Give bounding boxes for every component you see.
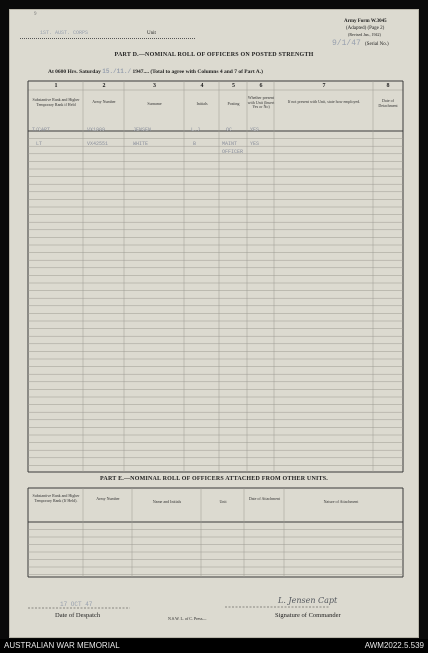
unit-label: Unit — [147, 31, 156, 36]
col-header-initials: Initials — [196, 101, 208, 106]
row-1-present: YES — [250, 127, 260, 133]
row-1-posting: OC — [226, 127, 233, 133]
pe-header-name: Name and Initials — [152, 499, 182, 504]
pe-header-rank: Substantive Rank and Higher Temporary Rank (If Held). — [32, 493, 80, 503]
serial-label: (Serial No.) — [365, 42, 389, 47]
printer-note: N.S.W. L. of C. Press— — [168, 616, 207, 621]
pe-header-unit: Unit — [219, 499, 227, 504]
despatch-label: Date of Despatch — [55, 612, 101, 619]
total-note: (Total to agree with Columns 4 and 7 of Part A.) — [150, 69, 263, 75]
army-form-adapted: (Adapted) (Page 2) — [346, 26, 385, 31]
unit-value: 1ST. AUST. CORPS — [40, 30, 89, 36]
col-number-1: 1 — [54, 83, 58, 89]
row-2-surname: WHITE — [133, 141, 149, 147]
form-sheet — [9, 9, 419, 638]
part-d-date-line: At 0600 Hrs. Saturday 15./11./ 1947.... (Total to agree with Columns 4 and 7 of Part A.) — [48, 68, 263, 75]
row-1-surname: JENSEN — [133, 127, 152, 133]
unit-prefix-mark: 9 — [34, 12, 37, 17]
col-number-5: 5 — [232, 83, 235, 89]
col-header-posting: Posting — [227, 101, 240, 106]
pe-header-nature: Nature of Attachment — [323, 499, 359, 504]
row-2-number: VX42551 — [87, 141, 109, 147]
row-2-initials: B — [193, 141, 197, 147]
signature-label: Signature of Commander — [275, 612, 341, 619]
col-number-2: 2 — [102, 83, 106, 89]
row-1-initials: L.J — [191, 127, 201, 133]
row-2-present: YES — [250, 141, 260, 147]
archive-caption-bar — [0, 639, 428, 653]
col-header-employment: If not present with Unit, state how employed. — [287, 99, 361, 104]
row-3-posting: OFFICER — [222, 149, 244, 155]
row-1-number: VX1909 — [87, 127, 106, 133]
row-1-rank: T/CAPT — [32, 127, 51, 133]
row-2-posting: MAINT — [222, 141, 238, 147]
col-header-rank: Substantive Rank and Higher Temporary Rank if Held — [32, 97, 80, 107]
row-2-rank: LT — [36, 141, 43, 147]
col-header-present: Whether present with Unit (Insert Yes or No) — [247, 95, 275, 109]
serial-value: 9/1/47 — [332, 39, 361, 48]
col-header-surname: Surname — [147, 101, 162, 106]
despatch-value: 17 OCT 47 — [60, 601, 93, 608]
part-e-title: PART E.—NOMINAL ROLL OF OFFICERS ATTACHED FROM OTHER UNITS. — [100, 476, 328, 482]
col-header-detachment: Date of Detachment — [378, 98, 398, 108]
army-form-revised: (Revised Jan., 1942) — [348, 32, 381, 37]
pe-header-army-number: Army Number — [96, 496, 120, 501]
at-prefix: At 0600 Hrs. Saturday — [48, 69, 101, 75]
col-number-8: 8 — [386, 83, 390, 89]
army-form-number: Army Form W.3045 — [344, 19, 387, 24]
col-number-7: 7 — [322, 83, 326, 89]
col-number-3: 3 — [153, 83, 156, 89]
part-d-title: PART D.—NOMINAL ROLL OF OFFICERS ON POSTED STRENGTH — [114, 52, 314, 58]
pe-header-date: Date of Attachment — [248, 496, 281, 501]
col-number-4: 4 — [200, 83, 204, 89]
signature-value: L. Jensen Capt — [278, 596, 338, 605]
date-value: 15./11./ — [102, 68, 132, 75]
year: 1947 — [132, 69, 144, 75]
caption-left: AUSTRALIAN WAR MEMORIAL — [4, 641, 120, 650]
col-number-6: 6 — [259, 83, 263, 89]
caption-right: AWM2022.5.539 — [364, 641, 424, 650]
col-header-army-number: Army Number — [92, 99, 116, 104]
